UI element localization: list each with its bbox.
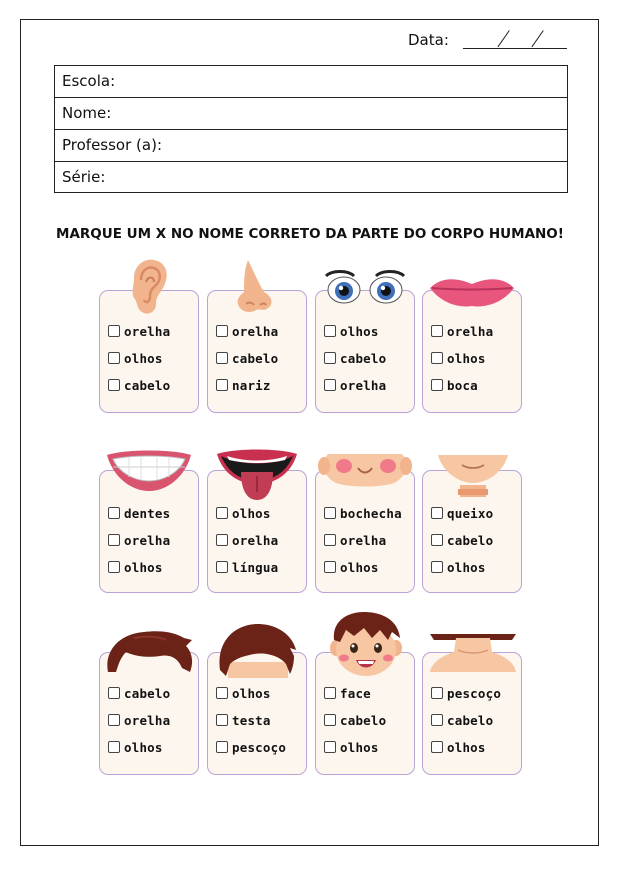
tongue-icon — [215, 446, 299, 502]
option-label: orelha — [232, 532, 279, 548]
option-checkbox[interactable] — [324, 352, 336, 364]
option-checkbox[interactable] — [108, 741, 120, 753]
hair-icon — [104, 628, 194, 674]
option-checkbox[interactable] — [431, 687, 443, 699]
option-label: orelha — [124, 323, 171, 339]
option-label: olhos — [232, 505, 271, 521]
option-checkbox[interactable] — [216, 714, 228, 726]
grade-field[interactable]: Série: — [54, 161, 568, 193]
option-label: dentes — [124, 505, 171, 521]
option-checkbox[interactable] — [108, 379, 120, 391]
option-checkbox[interactable] — [431, 741, 443, 753]
option-label: cabelo — [340, 350, 387, 366]
option-label: cabelo — [447, 712, 494, 728]
option-label: face — [340, 685, 371, 701]
option-label: língua — [232, 559, 279, 575]
nose-icon — [234, 258, 278, 316]
option-label: olhos — [447, 559, 486, 575]
option-label: olhos — [124, 350, 163, 366]
school-field[interactable]: Escola: — [54, 65, 568, 97]
cheeks-icon — [318, 452, 412, 488]
option-label: olhos — [447, 739, 486, 755]
option-label: cabelo — [124, 377, 171, 393]
option-label: orelha — [447, 323, 494, 339]
option-checkbox[interactable] — [216, 352, 228, 364]
teacher-field[interactable]: Professor (a): — [54, 129, 568, 161]
option-checkbox[interactable] — [216, 687, 228, 699]
option-label: olhos — [340, 323, 379, 339]
eyes-icon — [322, 268, 408, 306]
option-label: olhos — [232, 685, 271, 701]
option-label: olhos — [340, 739, 379, 755]
option-checkbox[interactable] — [216, 325, 228, 337]
option-checkbox[interactable] — [324, 379, 336, 391]
name-field[interactable]: Nome: — [54, 97, 568, 129]
face-icon — [328, 610, 404, 678]
option-checkbox[interactable] — [108, 352, 120, 364]
chin-icon — [432, 455, 514, 497]
option-label: orelha — [340, 532, 387, 548]
option-label: cabelo — [340, 712, 387, 728]
option-checkbox[interactable] — [216, 507, 228, 519]
option-checkbox[interactable] — [108, 325, 120, 337]
option-label: cabelo — [232, 350, 279, 366]
option-checkbox[interactable] — [108, 714, 120, 726]
option-label: nariz — [232, 377, 271, 393]
option-checkbox[interactable] — [324, 687, 336, 699]
body-part-card — [315, 470, 415, 593]
option-label: orelha — [124, 532, 171, 548]
option-checkbox[interactable] — [216, 534, 228, 546]
option-checkbox[interactable] — [108, 687, 120, 699]
option-checkbox[interactable] — [324, 741, 336, 753]
option-checkbox[interactable] — [431, 379, 443, 391]
teeth-icon — [105, 447, 193, 493]
option-checkbox[interactable] — [324, 325, 336, 337]
ear-icon — [126, 258, 170, 316]
option-checkbox[interactable] — [216, 741, 228, 753]
option-checkbox[interactable] — [324, 561, 336, 573]
option-checkbox[interactable] — [108, 534, 120, 546]
option-label: cabelo — [447, 532, 494, 548]
option-checkbox[interactable] — [216, 561, 228, 573]
option-checkbox[interactable] — [431, 325, 443, 337]
option-label: pescoço — [232, 739, 287, 755]
option-label: orelha — [124, 712, 171, 728]
option-label: pescoço — [447, 685, 502, 701]
option-label: testa — [232, 712, 271, 728]
option-checkbox[interactable] — [431, 534, 443, 546]
option-checkbox[interactable] — [431, 561, 443, 573]
option-label: boca — [447, 377, 478, 393]
instruction-title: MARQUE UM X NO NOME CORRETO DA PARTE DO CORPO HUMANO! — [56, 226, 564, 242]
option-checkbox[interactable] — [324, 534, 336, 546]
neck-icon — [428, 632, 518, 672]
option-label: olhos — [124, 559, 163, 575]
option-label: bochecha — [340, 505, 402, 521]
option-label: orelha — [232, 323, 279, 339]
option-checkbox[interactable] — [431, 714, 443, 726]
option-label: olhos — [340, 559, 379, 575]
option-label: queixo — [447, 505, 494, 521]
student-info-form — [54, 65, 568, 193]
option-checkbox[interactable] — [108, 561, 120, 573]
date-field-line[interactable] — [463, 48, 567, 49]
option-checkbox[interactable] — [108, 507, 120, 519]
lips-icon — [428, 274, 516, 308]
option-checkbox[interactable] — [324, 507, 336, 519]
body-part-card — [422, 290, 522, 413]
option-label: cabelo — [124, 685, 171, 701]
option-checkbox[interactable] — [431, 507, 443, 519]
option-checkbox[interactable] — [431, 352, 443, 364]
option-label: olhos — [124, 739, 163, 755]
option-label: orelha — [340, 377, 387, 393]
body-part-card — [315, 290, 415, 413]
date-label: Data: — [408, 31, 449, 49]
option-checkbox[interactable] — [324, 714, 336, 726]
option-checkbox[interactable] — [216, 379, 228, 391]
forehead-icon — [218, 622, 298, 678]
option-label: olhos — [447, 350, 486, 366]
